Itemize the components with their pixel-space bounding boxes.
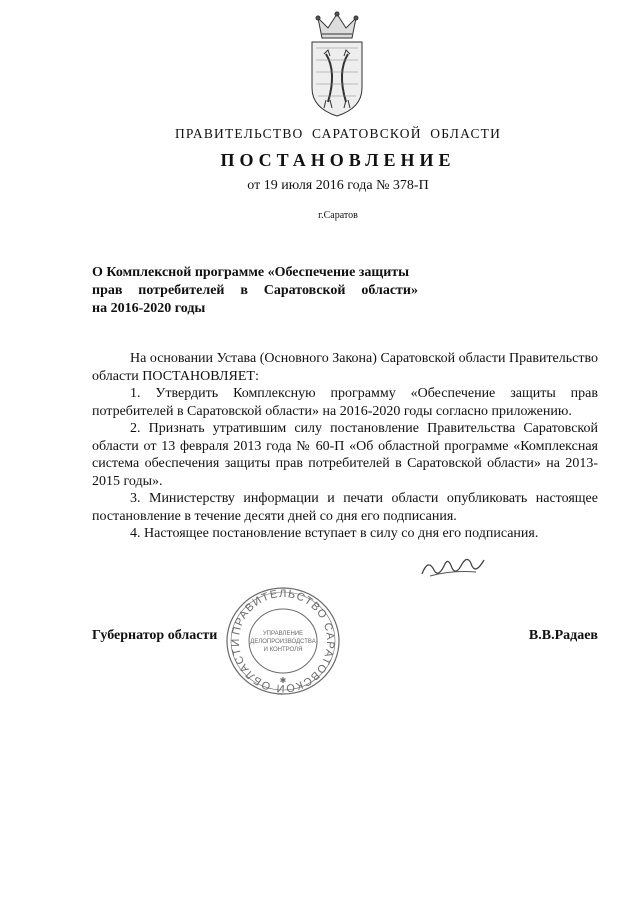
body-item-3: 3. Министерству информации и печати области опубликовать настоящее постановление в течение десяти дней со дня его подписания. [92, 491, 598, 524]
svg-text:И КОНТРОЛЯ: И КОНТРОЛЯ [263, 647, 303, 653]
body-item-1: 1. Утвердить Комплексную программу «Обеспечение защиты прав потребителей в Саратовской области» на 2016-2020 годы согласно приложению. [92, 386, 598, 419]
document-date-number: от 19 июля 2016 года № 378-П [247, 178, 429, 193]
svg-text:ПРАВИТЕЛЬСТВО САРАТОВСКОЙ ОБЛА: ПРАВИТЕЛЬСТВО САРАТОВСКОЙ ОБЛАСТИ [229, 587, 337, 695]
document-city: г.Саратов [318, 210, 358, 221]
subject-line-2: прав потребителей в Саратовской области» [92, 283, 418, 298]
handwritten-signature [418, 548, 488, 582]
svg-text:✱: ✱ [279, 676, 287, 685]
government-title: ПРАВИТЕЛЬСТВО САРАТОВСКОЙ ОБЛАСТИ [174, 126, 502, 141]
document-subject [92, 264, 432, 318]
subject-line-1: О Комплексной программе «Обеспечение защиты [92, 265, 410, 280]
signature-title: Губернатор области [92, 628, 218, 643]
signatory-name: В.В.Радаев [528, 628, 598, 643]
body-item-2: 2. Признать утратившим силу постановление Правительства Саратовской области от 13 февраля 2013 года № 60-П «Об областной программе «Комплексная система обеспечения защиты прав потребителей в Саратовской области» на 2013-2015 годы». [92, 421, 598, 489]
svg-text:УПРАВЛЕНИЕ: УПРАВЛЕНИЕ [262, 631, 304, 637]
body-item-4: 4. Настоящее постановление вступает в силу со дня его подписания. [130, 526, 539, 541]
subject-line-3: на 2016-2020 годы [92, 301, 206, 316]
body-intro: На основании Устава (Основного Закона) Саратовской области Правительство области ПОСТАНОВЛЯЕТ: [92, 351, 598, 384]
document-body [92, 350, 598, 543]
document-type: ПОСТАНОВЛЕНИЕ [220, 150, 456, 170]
official-stamp [224, 585, 342, 697]
svg-text:ДЕЛОПРОИЗВОДСТВА: ДЕЛОПРОИЗВОДСТВА [250, 639, 316, 645]
coat-of-arms-icon [298, 10, 376, 122]
